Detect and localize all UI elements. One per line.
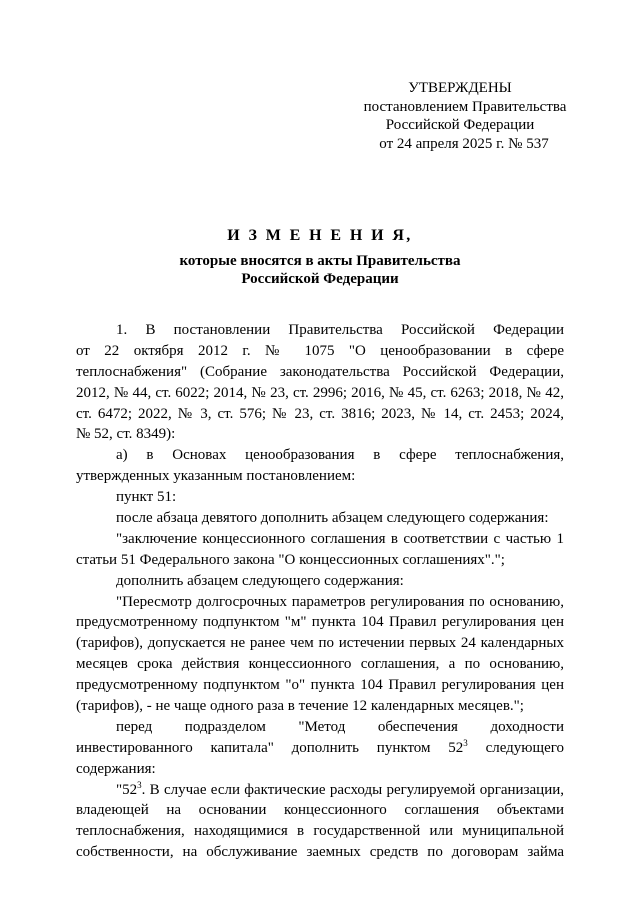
text-line: 1. В постановлении Правительства Российской Федерации xyxy=(116,322,564,338)
text-segment: "52 xyxy=(116,781,138,798)
text-line: "Пересмотр долгосрочных параметров регулирования по основанию, xyxy=(116,593,564,610)
approval-line-3: от 24 апреля 2025 г. № 537 xyxy=(379,135,549,152)
text-line: утвержденных указанным постановлением: xyxy=(76,468,356,485)
text-line: "заключение концессионного соглашения в соответствии с частью 1 xyxy=(116,530,564,547)
text-line: от 22 октября 2012 г. № 1075 "О ценообразовании в сфере xyxy=(76,342,564,359)
text-line: статьи 51 Федерального закона "О концессионных соглашениях"."; xyxy=(76,551,505,568)
superscript: 3 xyxy=(463,737,468,748)
approval-line-1: постановлением Правительства xyxy=(363,98,567,115)
document-subtitle xyxy=(0,252,640,288)
text-segment: . В случае если фактические расходы регулируемой организации, xyxy=(141,781,564,798)
text-line: месяцев срока действия концессионного соглашения, а по основанию, xyxy=(76,656,564,673)
text-line: перед подразделом "Метод обеспечения доходности xyxy=(116,718,564,735)
subtitle-line-2: Российской Федерации xyxy=(241,271,399,287)
text-line: а) в Основах ценообразования в сфере теплоснабжения, xyxy=(116,447,564,464)
subtitle-line-1: которые вносятся в акты Правительства xyxy=(179,253,461,269)
text-line: содержания: xyxy=(76,760,156,777)
text-line xyxy=(76,780,564,801)
text-line: предусмотренному подпунктом "о" пункта 104 Правил регулирования цен xyxy=(76,677,564,694)
text-line: владеющей на основании концессионного соглашения объектами xyxy=(76,802,564,819)
text-line: теплоснабжения, находящимися в государственной или муниципальной xyxy=(76,823,564,840)
text-line: дополнить абзацем следующего содержания: xyxy=(116,572,404,589)
approval-stamp xyxy=(330,79,590,153)
text-line: (тарифов), допускается не ранее чем по истечении первых 24 календарных xyxy=(76,635,564,652)
document-title: И З М Е Н Е Н И Я, xyxy=(227,227,413,244)
text-line: 2012, № 44, ст. 6022; 2014, № 23, ст. 2996; 2016, № 45, ст. 6263; 2018, № 42, xyxy=(76,384,564,401)
text-line: предусмотренному подпунктом "м" пункта 104 Правил регулирования цен xyxy=(76,614,564,631)
text-line xyxy=(76,738,564,759)
superscript: 3 xyxy=(137,779,142,790)
text-line: ст. 6472; 2022, № 3, ст. 576; № 23, ст. 3816; 2023, № 14, ст. 2453; 2024, xyxy=(76,405,564,422)
text-segment: инвестированного капитала" дополнить пунктом 52 xyxy=(76,739,464,756)
approval-heading: УТВЕРЖДЕНЫ xyxy=(408,80,512,96)
text-line: теплоснабжения" (Собрание законодательства Российской Федерации, xyxy=(76,363,564,380)
text-line: № 52, ст. 8349): xyxy=(76,426,176,443)
text-line: (тарифов), - не чаще одного раза в течение 12 календарных месяцев."; xyxy=(76,698,524,715)
text-line: собственности, на обслуживание заемных средств по договорам займа xyxy=(76,844,564,861)
approval-line-2: Российской Федерации xyxy=(385,117,535,133)
text-line: после абзаца девятого дополнить абзацем следующего содержания: xyxy=(116,510,549,527)
document-body xyxy=(76,320,564,863)
text-line: пункт 51: xyxy=(116,489,177,506)
text-segment: следующего xyxy=(467,739,564,756)
